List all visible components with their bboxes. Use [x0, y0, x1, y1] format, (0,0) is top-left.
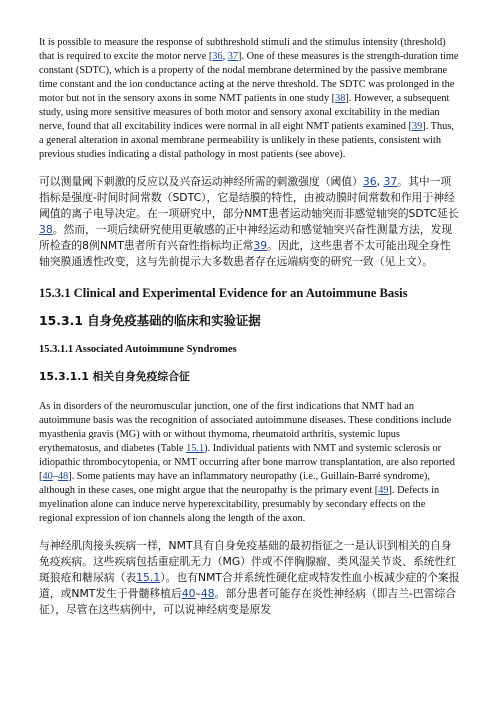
reference-link-36[interactable]: 36: [362, 175, 377, 188]
text-run: ). Individual patients with NMT and systemic sclerosis or idiopathic thrombocytopenia, or NMT occurring after bone marrow transplantation, are also reported [: [39, 443, 455, 482]
text-run: ]. One of these measures is the strength-duration time constant (SDTC), which is a property of the nodal membrane determined by the passive membrane time constant and the ion conductance acting at the nerve threshold. The SDTC was prolonged in the motor but not in the sensory axons in some NMT patients in one study [: [39, 51, 459, 104]
reference-link-37[interactable]: 37: [383, 175, 398, 188]
reference-link-38[interactable]: 38: [39, 223, 53, 236]
text-run: 。其中一项指标是强度-时间时间常数（SDTC），它是结膜的特性，由被动膜时间常数和作用于神经阈值的离子电导决定。在一项研究中，部分NMT患者运动轴突而非感觉轴突的SDTC延长: [39, 175, 459, 220]
subsection-heading-english: 15.3.1.1 Associated Autoimmune Syndromes: [39, 344, 237, 355]
text-run: ]. Some patients may have an inflammatory neuropathy (i.e., Guillain-Barré syndrome), although in these cases, one might argue that the neuropathy is the primary event [: [39, 471, 430, 496]
reference-link-38[interactable]: 38: [335, 93, 346, 104]
table-link-15-1[interactable]: 15.1: [136, 571, 161, 584]
text-run: –: [195, 587, 201, 600]
text-run: 。然而，一项后续研究使用更敏感的正中神经运动和感觉轴突兴奋性测量方法，发现所检查的8例NMT患者所有兴奋性指标均正常: [39, 223, 453, 252]
reference-link-37[interactable]: 37: [227, 51, 239, 62]
text-run: It is possible to measure the response of subthreshold stimuli and the stimulus intensity (threshold) that is required to excite the motor nerve [: [39, 37, 446, 62]
text-run: –: [52, 471, 58, 482]
subsection-heading-chinese: 15.3.1.1 相关自身免疫综合征: [39, 370, 190, 383]
text-run: ,: [376, 175, 384, 188]
text-run: ,: [222, 51, 228, 62]
section-heading-english: 15.3.1 Clinical and Experimental Evidence for an Autoimmune Basis: [39, 286, 408, 300]
reference-link-39[interactable]: 39: [253, 239, 268, 252]
text-run: As in disorders of the neuromuscular junction, one of the first indications that NMT had an autoimmune basis was the recognition of associated autoimmune diseases. These conditions include myasthenia gravis (MG) with or without thymoma, rheumatoid arthritis, systemic lupus erythematosus, and diabetes (Table: [39, 401, 452, 454]
document-page: [39, 36, 460, 618]
paragraph-autoimmune-chinese: [39, 538, 460, 618]
text-run: ]. Thus, a general alteration in axonal membrane permeability is unlikely in these patients, consistent with previous studies indicating a distal pathology in most patients (see above).: [39, 121, 454, 160]
text-run: 。部分患者可能存在炎性神经病（即吉兰-巴雷综合征），尽管在这些病例中，可以说神经病变是原发: [39, 587, 457, 616]
text-run: ]. However, a subsequent study, using more sensitive measures of both motor and sensory axonal excitability in the median nerve, found that all excitability indices were normal in all eight NMT patients examined [: [39, 93, 450, 132]
reference-link-40[interactable]: 40: [181, 587, 196, 600]
text-run: ]. Defects in myelination alone can induce nerve hyperexcitability, presumably by secondary effects on the regional expression of ion channels along the length of the axon.: [39, 485, 440, 524]
reference-link-48[interactable]: 48: [57, 471, 69, 482]
text-run: 可以测量阈下刺激的反应以及兴奋运动神经所需的刺激强度（阈值）: [39, 175, 363, 188]
text-run: 与神经肌肉接头疾病一样，NMT具有自身免疫基础的最初指征之一是认识到相关的自身免疫疾病。这些疾病包括重症肌无力（MG）伴或不伴胸腺瘤、类风湿关节炎、系统性红斑狼疮和糖尿病（表: [39, 539, 457, 584]
text-run: ）。也有NMT合并系统性硬化症或特发性血小板减少症的个案报道，或NMT发生于骨髓移植后: [39, 571, 460, 600]
text-run: 。因此，这些患者不太可能出现全身性轴突膜通透性改变，这与先前提示大多数患者存在远端病变的研究一致（见上文）。: [39, 239, 451, 268]
reference-link-40[interactable]: 40: [42, 471, 53, 482]
reference-link-39[interactable]: 39: [411, 121, 423, 132]
table-link-15-1[interactable]: 15.1: [186, 443, 205, 454]
paragraph-excitability-english: [39, 36, 460, 162]
section-heading-chinese: 15.3.1 自身免疫基础的临床和实验证据: [39, 313, 261, 328]
paragraph-autoimmune-english: [39, 400, 460, 526]
reference-link-36[interactable]: 36: [212, 51, 223, 62]
reference-link-49[interactable]: 49: [378, 485, 389, 496]
paragraph-excitability-chinese: [39, 174, 460, 270]
reference-link-48[interactable]: 48: [200, 587, 215, 600]
